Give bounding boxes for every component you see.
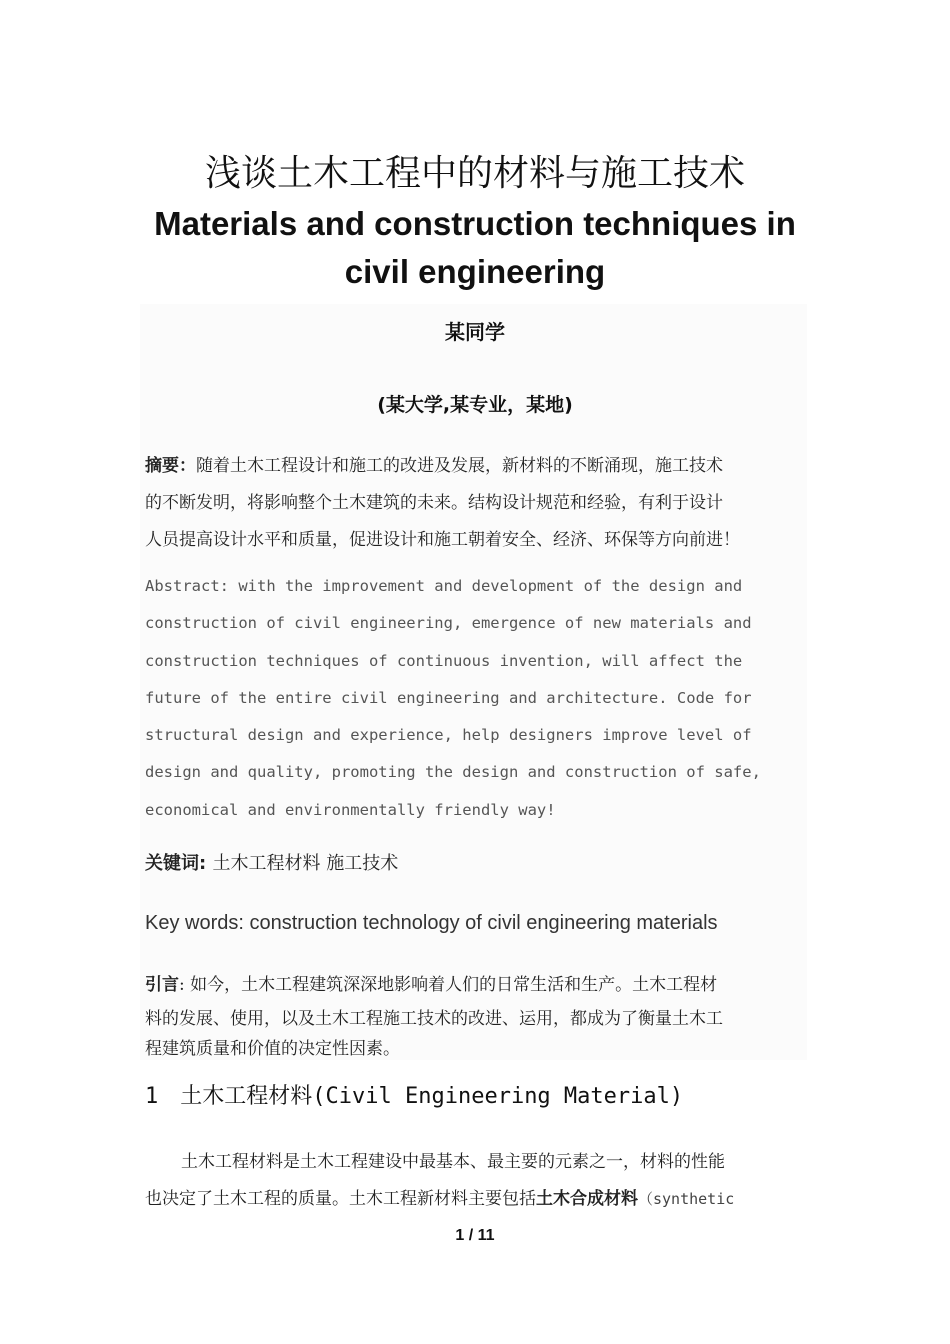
abstract-en-line: structural design and experience, help designers improve level of: [145, 726, 752, 745]
section-number: 1: [145, 1084, 159, 1109]
abstract-en-line: design and quality, promoting the design and construction of safe,: [145, 763, 761, 782]
abstract-english: [145, 568, 800, 829]
body-line-2: 也决定了土木工程的质量。土木工程新材料主要包括土木合成材料（synthetic: [145, 1189, 735, 1209]
abstract-cn-line-1: 摘要：随着土木工程设计和施工的改进及发展，新材料的不断涌现，施工技术: [145, 456, 723, 476]
section-title-cn: 土木工程材料: [180, 1084, 313, 1109]
keywords-cn-label: 关键词: [145, 853, 199, 874]
section-heading-1: [145, 1080, 825, 1114]
intro-line-3: 程建筑质量和价值的决定性因素。: [145, 1039, 400, 1059]
title-chinese: 浅谈土木工程中的材料与施工技术: [204, 153, 745, 194]
introduction: [145, 968, 800, 1062]
section-title-en: (Civil Engineering Material): [312, 1084, 684, 1109]
page-number: 1 / 11: [455, 1227, 495, 1244]
intro-label: 引言: [145, 975, 179, 995]
abstract-chinese: [145, 448, 810, 559]
author-affiliation: (某大学,某专业，某地): [377, 394, 573, 416]
abstract-en-line: construction of civil engineering, emergence of new materials and: [145, 614, 752, 633]
keywords-english: Key words: construction technology of civil engineering materials: [145, 912, 718, 934]
intro-line-1: 引言: 如今，土木工程建筑深深地影响着人们的日常生活和生产。土木工程材: [145, 975, 718, 995]
intro-line-2: 料的发展、使用，以及土木工程施工技术的改进、运用，都成为了衡量土木工: [145, 1009, 723, 1029]
abstract-en-line: future of the entire civil engineering and architecture. Code for: [145, 688, 752, 707]
keywords-chinese: 关键词: 土木工程材料 施工技术: [145, 853, 399, 874]
abstract-cn-label: 摘要：: [145, 456, 196, 476]
title-english: Materials and construction techniques in civil engineering: [154, 205, 796, 290]
author-name: 某同学: [445, 320, 505, 344]
abstract-en-line: Abstract: with the improvement and development of the design and: [145, 577, 743, 595]
body-line-1: 土木工程材料是土木工程建设中最基本、最主要的元素之一，材料的性能: [181, 1152, 725, 1172]
abstract-en-line: construction techniques of continuous invention, will affect the: [145, 651, 743, 670]
abstract-en-line: economical and environmentally friendly way!: [145, 800, 556, 819]
abstract-cn-line-3: 人员提高设计水平和质量，促进设计和施工朝着安全、经济、环保等方向前进！: [145, 530, 740, 550]
abstract-cn-line-2: 的不断发明，将影响整个土木建筑的未来。结构设计规范和经验，有利于设计: [145, 493, 723, 513]
keywords-cn-text: 土木工程材料 施工技术: [212, 853, 399, 874]
section-1-paragraph: [145, 1144, 810, 1218]
bold-term: 土木合成材料: [536, 1189, 638, 1209]
